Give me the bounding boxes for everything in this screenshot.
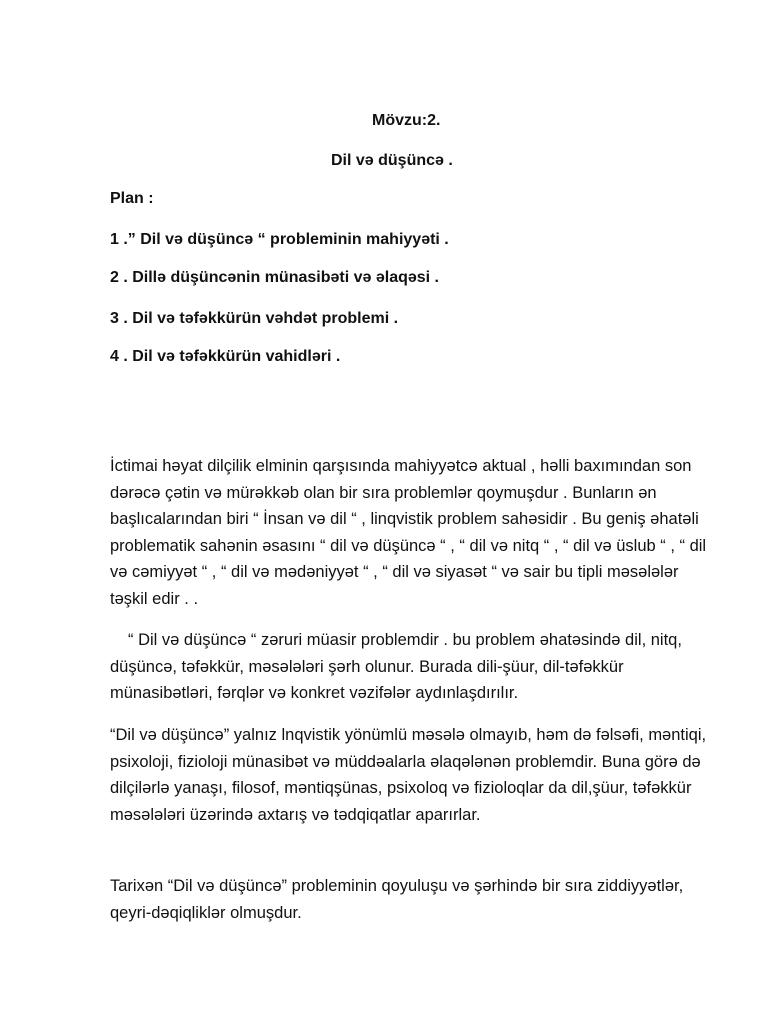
plan-item: 4 . Dil və təfəkkürün vahidləri . [110,348,341,365]
body-paragraph: “ Dil və düşüncə “ zəruri müasir problemdir . bu problem əhatəsində dil, nitq, düşüncə, təfəkkür, məsələləri şərh olunur. Burada dili-şüur, dil-təfəkkür münasibətləri, fərqlər və konkret vəzifələr aydınlaşdırılır. [110,631,682,702]
plan-label: Plan : [110,190,154,207]
body-paragraph: İctimai həyat dilçilik elminin qarşısında mahiyyətcə aktual , həlli baxımından son dərəcə çətin və mürəkkəb olan bir sıra problemlər qoymuşdur . Bunların ən başlıcalarından biri “ İnsan və dil “ , linqvistik problem sahəsidir . Bu geniş əhatəli problematik sahənin əsasını “ dil və düşüncə “ , “ dil və nitq “ , “ dil və üslub “ , “ dil və cəmiyyət “ , “ dil və mədəniyyət “ , “ dil və siyasət “ və sair bu tipli məsələlər təşkil edir . . [110,457,707,608]
body-paragraph: “Dil və düşüncə” yalnız lnqvistik yönümlü məsələ olmayıb, həm də fəlsəfi, məntiqi, psixoloji, fizioloji münasibət və müddəalarla əlaqələnən problemdir. Buna görə də dilçilərlə yanaşı, filosof, məntiqşünas, psixoloq və fizioloqlar da dil,şüur, təfəkkür məsələləri üzərində axtarış və tədqiqatlar aparırlar. [110,726,707,824]
plan-item: 1 .” Dil və düşüncə “ probleminin mahiyyəti . [110,231,449,248]
body-paragraph: Tarixən “Dil və düşüncə” probleminin qoyuluşu və şərhində bir sıra ziddiyyətlər, qeyri-dəqiqliklər olmuşdur. [110,877,684,922]
topic-heading: Mövzu:2. [372,112,441,129]
document-title: Dil və düşüncə . [331,152,453,169]
plan-item: 2 . Dillə düşüncənin münasibəti və əlaqəsi . [110,269,439,286]
plan-item: 3 . Dil və təfəkkürün vəhdət problemi . [110,310,399,327]
